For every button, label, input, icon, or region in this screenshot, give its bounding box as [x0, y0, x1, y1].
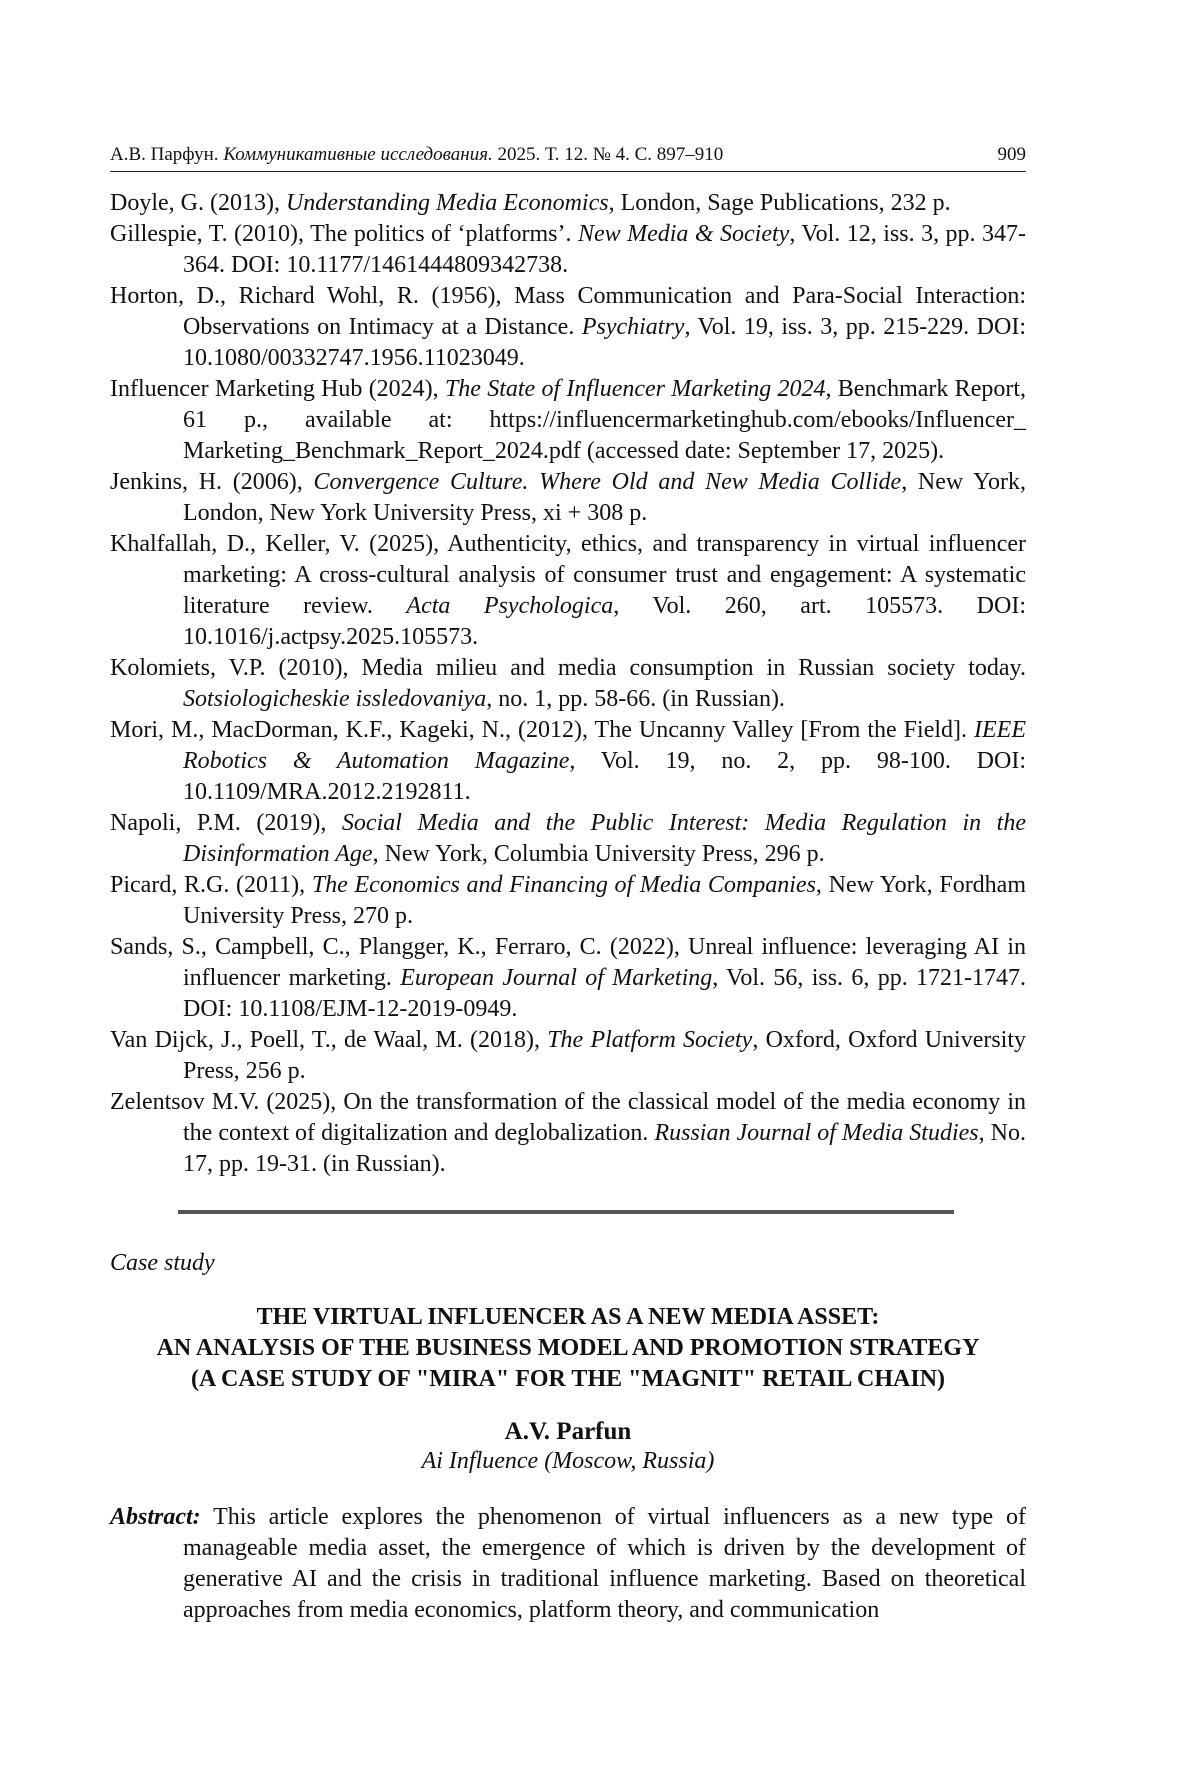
abstract-label: Abstract:: [110, 1504, 201, 1530]
abstract-text: This article explores the phenomenon of virtual influencers as a new type of manageable media asset, the emergence of which is driven by the development of generative AI and the crisis in traditional influence marketing. Based on theoretical approaches from media economics, platform theory, and communication: [183, 1504, 1026, 1623]
reference-item: Jenkins, H. (2006), Convergence Culture. Where Old and New Media Collide, New York, London, New York University Press, xi + 308 p.: [110, 469, 1026, 526]
reference-item: Doyle, G. (2013), Understanding Media Economics, London, Sage Publications, 232 p.: [110, 190, 951, 216]
header-journal: Коммуникативные исследования.: [223, 144, 493, 165]
running-head: [110, 144, 1026, 172]
header-authors: А.В. Парфун.: [110, 144, 219, 165]
reference-item: Mori, M., MacDorman, K.F., Kageki, N., (2012), The Uncanny Valley [From the Field]. IEEE Robotics & Automation Magazine, Vol. 19, no. 2, pp. 98-100. DOI: 10.1109/MRA.2012.2192811.: [110, 717, 1026, 805]
running-head-citation: [110, 144, 723, 166]
reference-item: Influencer Marketing Hub (2024), The State of Influencer Marketing 2024, Benchmark Report, 61 p., available at: https://influencermarketinghub.com/ebooks/Influencer_ Marketing_Benchmark_Report_2024.pdf (accessed date: September 17, 2025).: [110, 376, 1027, 464]
title-line: (A CASE STUDY OF "MIRA" FOR THE "MAGNIT" RETAIL CHAIN): [190, 1366, 946, 1392]
page-number: 909: [997, 144, 1026, 165]
reference-item: Khalfallah, D., Keller, V. (2025), Authenticity, ethics, and transparency in virtual influencer marketing: A cross-cultural analysis of consumer trust and engagement: A systematic literature review. Acta Psychologica, Vol. 260, art. 105573. DOI: 10.1016/j.actpsy.2025.105573.: [110, 531, 1026, 650]
reference-item: Kolomiets, V.P. (2010), Media milieu and media consumption in Russian society today. Sotsiologicheskie issledovaniya, no. 1, pp. 58-66. (in Russian).: [110, 655, 1026, 712]
article-author: A.V. Parfun: [504, 1418, 632, 1445]
reference-item: Picard, R.G. (2011), The Economics and Financing of Media Companies, New York, Fordham University Press, 270 p.: [110, 872, 1027, 929]
title-line: AN ANALYSIS OF THE BUSINESS MODEL AND PROMOTION STRATEGY: [156, 1335, 980, 1361]
reference-item: Sands, S., Campbell, C., Plangger, K., Ferraro, C. (2022), Unreal influence: leveraging AI in influencer marketing. European Journal of Marketing, Vol. 56, iss. 6, pp. 1721-1747. DOI: 10.1108/EJM-12-2019-0949.: [110, 934, 1027, 1022]
reference-item: Horton, D., Richard Wohl, R. (1956), Mass Communication and Para-Social Interaction: Observations on Intimacy at a Distance. Psychiatry, Vol. 19, iss. 3, pp. 215-229. DOI: 10.1080/00332747.1956.11023049.: [110, 283, 1026, 371]
reference-list: [110, 188, 1026, 1180]
author-affiliation: Ai Influence (Moscow, Russia): [421, 1448, 715, 1474]
reference-item: Zelentsov M.V. (2025), On the transformation of the classical model of the media economy in the context of digitalization and deglobalization. Russian Journal of Media Studies, No. 17, pp. 19-31. (in Russian).: [110, 1089, 1026, 1177]
reference-item: Gillespie, T. (2010), The politics of ‘platforms’. New Media & Society, Vol. 12, iss. 3, pp. 347-364. DOI: 10.1177/1461444809342738.: [110, 221, 1027, 278]
reference-item: Van Dijck, J., Poell, T., de Waal, M. (2018), The Platform Society, Oxford, Oxford University Press, 256 p.: [110, 1027, 1027, 1084]
title-line: THE VIRTUAL INFLUENCER AS A NEW MEDIA ASSET:: [256, 1304, 880, 1330]
article-title: [110, 1302, 1026, 1395]
section-divider: [178, 1210, 954, 1214]
abstract: [110, 1502, 1026, 1626]
section-label: Case study: [110, 1250, 215, 1276]
header-issue: 2025. Т. 12. № 4. С. 897–910: [497, 144, 724, 165]
reference-item: Napoli, P.M. (2019), Social Media and the Public Interest: Media Regulation in the Disinformation Age, New York, Columbia University Press, 296 p.: [110, 810, 1026, 867]
